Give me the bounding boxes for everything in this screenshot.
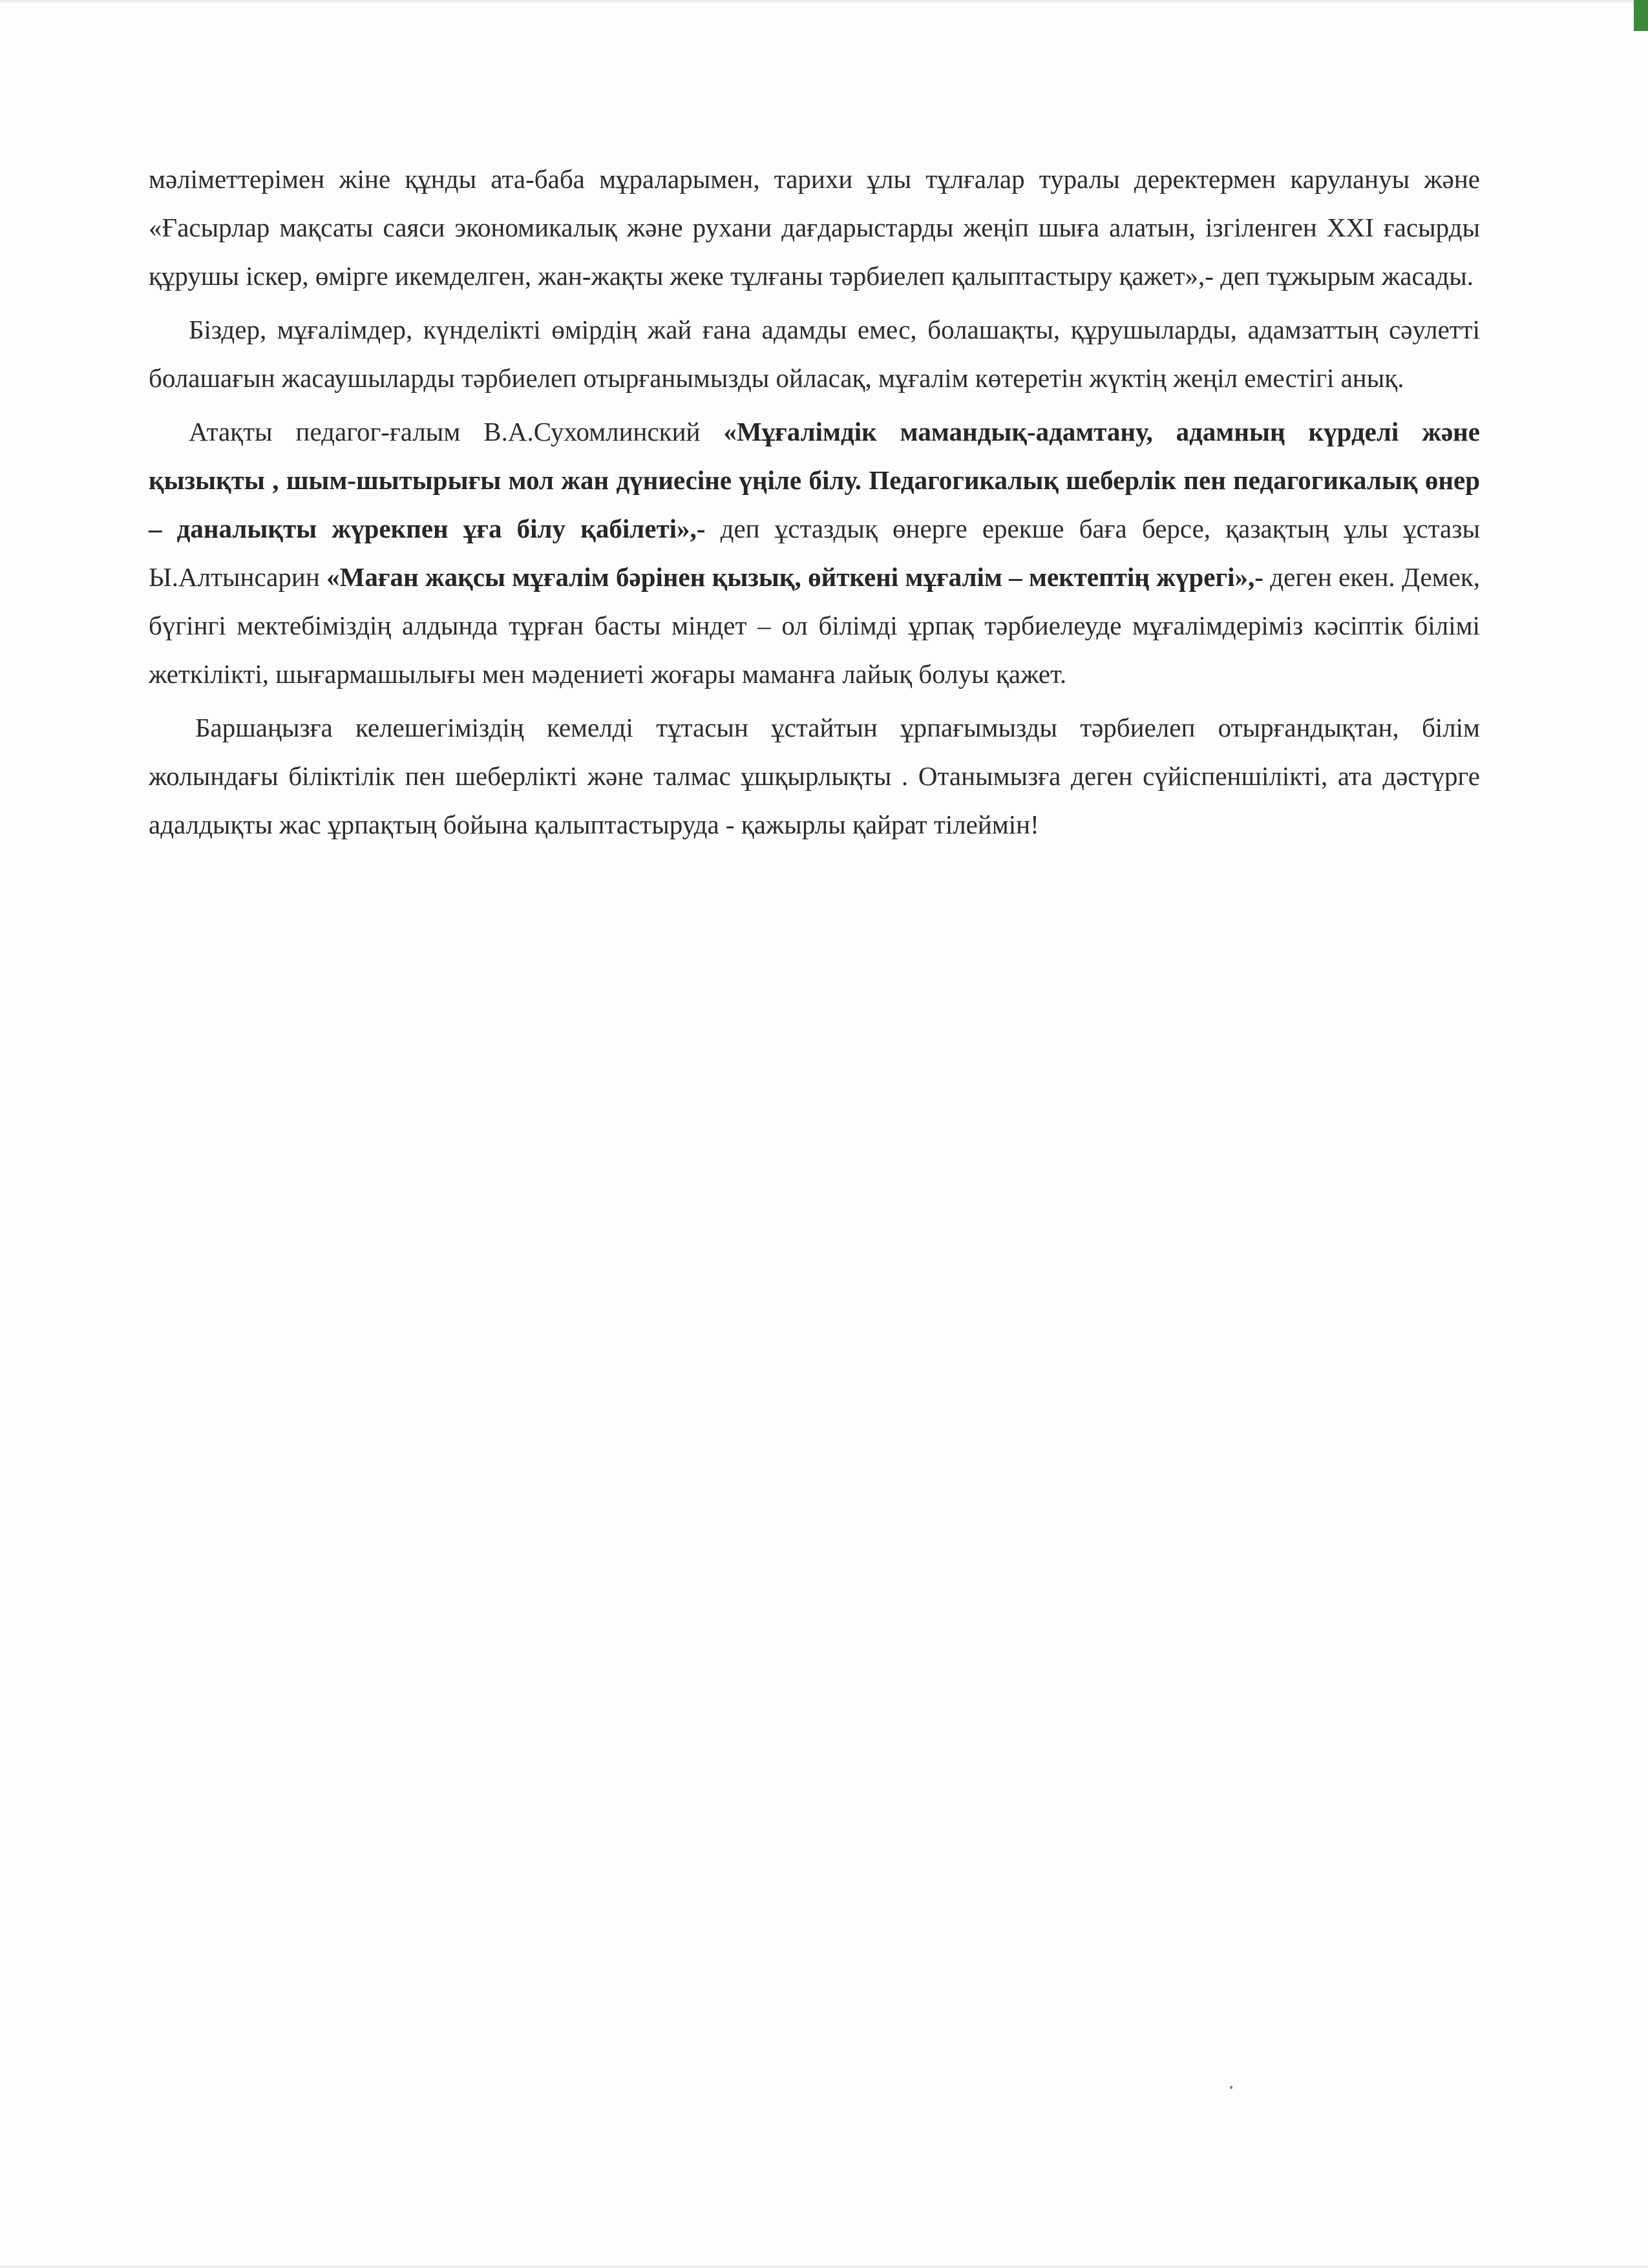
altynsarin-quote: «Маған жақсы мұғалім бәрінен қызық, өйткені мұғалім – мектептің жүрегі»,- [326,562,1263,592]
scan-speck [1230,2086,1232,2089]
scan-top-edge [0,0,1648,4]
paragraph-3-middle: деп ұстаздық өнерге ерекше баға берсе, қазақтың ұлы ұстазы Ы.Алтынсарин [149,514,1480,592]
document-body [149,155,1480,849]
paragraph-2 [149,306,1480,403]
paragraph-3-conclusion: деген екен. Демек, бүгінгі мектебіміздің алдында тұрған басты міндет – ол білімді ұрпақ тәрбиелеуде мұғалімдеріміз кәсіптік білімі жеткілікті, шығармашылығы мен мәдениеті жоғары маманға лайық болуы қажет. [149,562,1480,689]
sukhomlinsky-quote: «Мұғалімдік мамандық-адамтану, адамның күрделі және қызықты , шым-шытырығы мол жан дүниесіне үңіле білу. Педагогикалық шеберлік пен педагогикалық өнер – даналықты жүрекпен ұға білу қабілеті»,- [149,417,1480,543]
scan-corner-mark [1634,0,1648,31]
paragraph-1-text: мәліметтерімен жіне құнды ата-баба мұраларымен, тарихи ұлы тұлғалар туралы деректермен каруланyы және «Ғасырлар мақсаты саяси экономикалық және рухани дағдарыстарды жеңіп шыға алатын, ізгіленген XXI ғасырды құрушы іскер, өмірге икемделген, жан-жақты жеке тұлғаны тәрбиелеп қалыптастыру қажет»,- деп тұжырым жасады. [149,164,1480,291]
scan-bottom-edge [0,2265,1648,2268]
paragraph-4 [149,704,1480,849]
paragraph-3 [149,408,1480,698]
paragraph-2-text: Біздер, мұғалімдер, күнделікті өмірдің жай ғана адамды емес, болашақты, құрушыларды, адамзаттың сәулетті болашағын жасаушыларды тәрбиелеп отырғанымызды ойласақ, мұғалім көтеретін жүктің жеңіл еместігі анық. [149,315,1480,393]
paragraph-4-text: Баршаңызға келешегіміздің кемелді тұтасын ұстайтын ұрпағымызды тәрбиелеп отырғандықтан, білім жолындағы біліктілік пен шеберлікті және талмас ұшқырлықты . Отанымызға деген сүйіспеншілікті, ата дәстүрге адалдықты жас ұрпақтың бойына қалыптастыруда - қажырлы қайрат тілеймін! [149,713,1480,839]
paragraph-1 [149,155,1480,300]
paragraph-3-intro: Атақты педагог-ғалым В.А.Сухомлинский [189,417,724,446]
